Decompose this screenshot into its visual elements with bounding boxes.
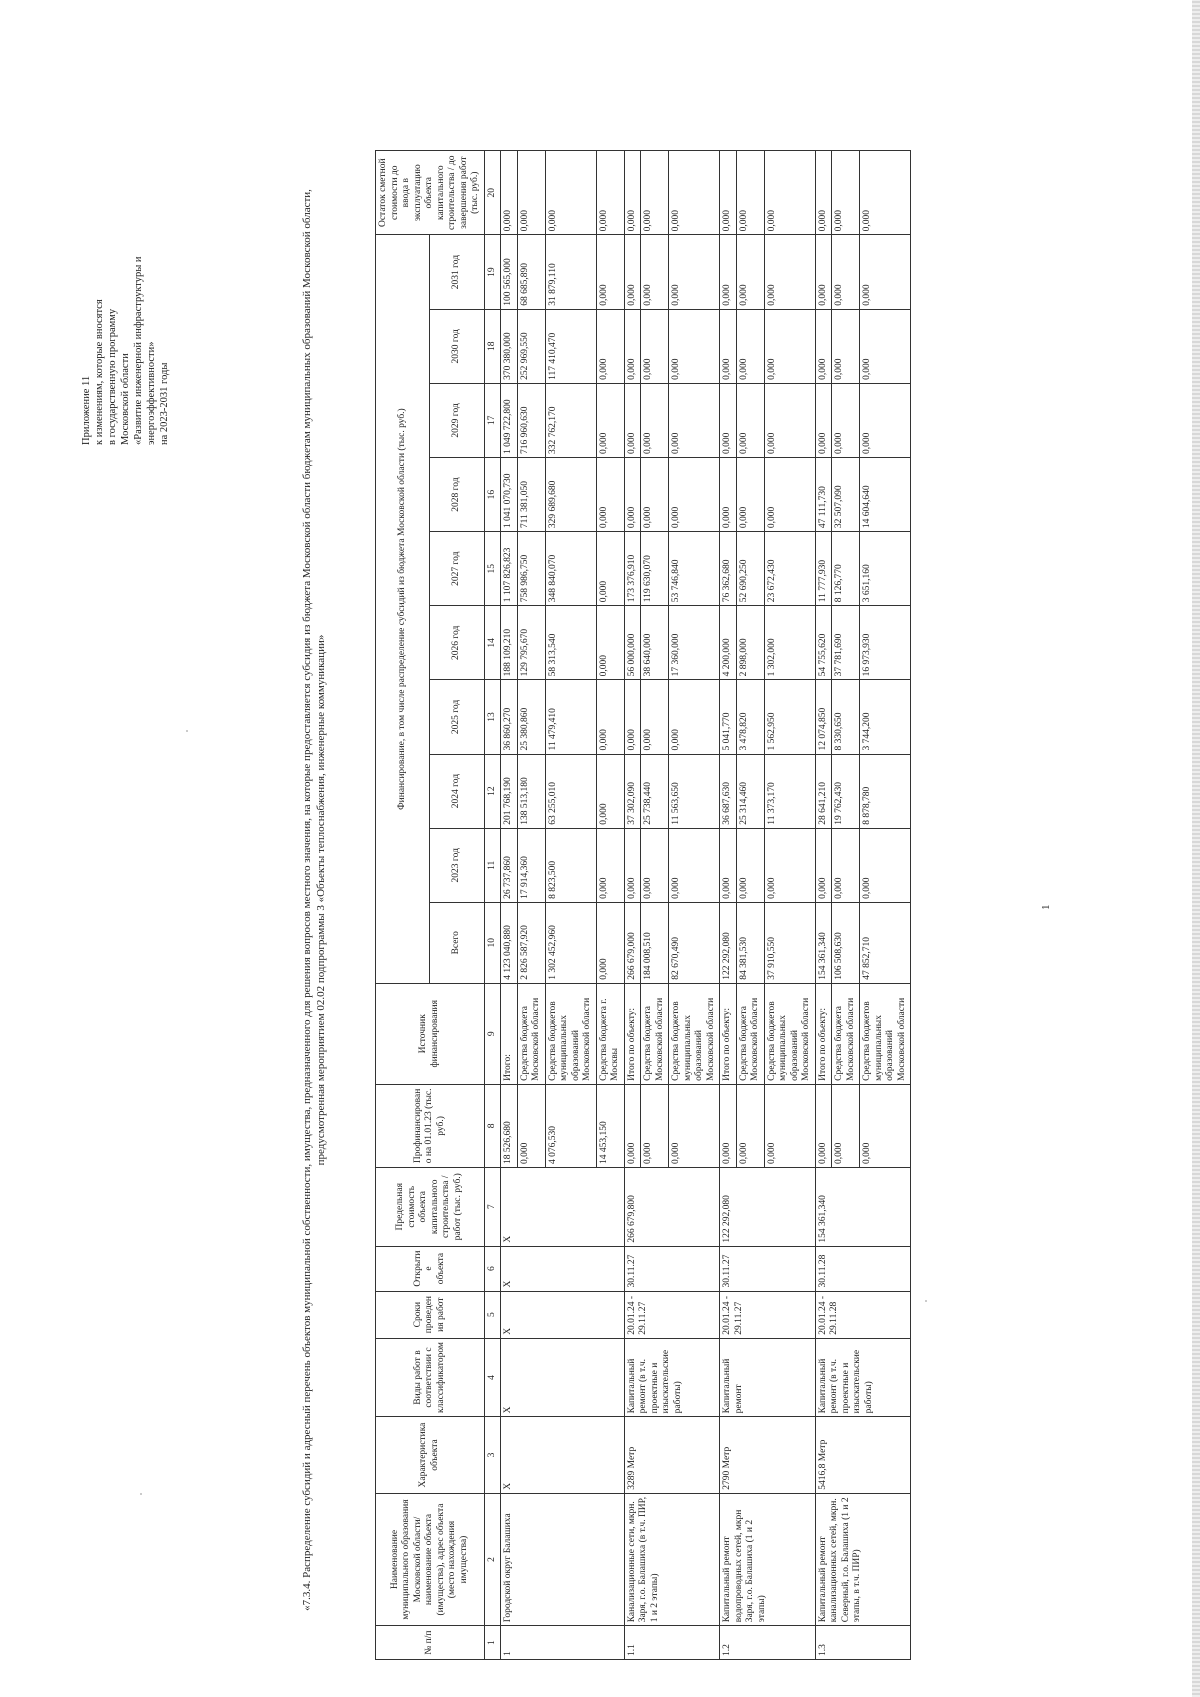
year-value: 8 126,770 [832,532,860,606]
year-value: 25 738,440 [641,754,669,828]
appendix-line: к изменениям, которые вносятся [94,299,105,445]
financed-value: 0,000 [720,1084,737,1167]
year-value: 0,000 [596,828,624,902]
financed-value: 18 526,680 [501,1084,518,1167]
year-value: 1 049 722,800 [501,383,518,457]
total-value: 84 381,530 [736,902,764,983]
object-limit-cost: X [501,1167,625,1246]
year-value: 0,000 [596,235,624,309]
year-value: 0,000 [669,309,720,383]
remaining-cost-value: 0,000 [764,151,815,235]
total-value: 122 292,080 [720,902,737,983]
column-index: 15 [484,532,501,606]
total-value: 37 910,550 [764,902,815,983]
funding-source: Средства бюджета г. Москвы [596,983,624,1084]
year-value: 0,000 [596,532,624,606]
financed-value: 4 076,530 [545,1084,596,1167]
object-limit-cost: 154 361,340 [815,1167,911,1246]
funding-source: Средства бюджетов муниципальных образований Московской области [764,983,815,1084]
year-value: 0,000 [720,828,737,902]
year-value: 0,000 [720,383,737,457]
year-value: 32 507,090 [832,457,860,531]
year-value: 37 302,090 [624,754,641,828]
column-index: 3 [484,1417,501,1493]
column-index: 17 [484,383,501,457]
appendix-line: на 2023-2031 годы [159,362,170,445]
year-value: 252 969,550 [517,309,545,383]
year-value: 0,000 [764,235,815,309]
year-value: 16 973,930 [860,606,911,680]
year-value: 14 604,640 [860,457,911,531]
header-financing: Финансирование, в том числе распределение субсидий из бюджета Московской области (тыс. руб.) [376,235,430,983]
year-value: 12 074,850 [815,680,832,754]
funding-source: Средства бюджета Московской области [832,983,860,1084]
year-value: 3 478,820 [736,680,764,754]
year-value: 0,000 [641,309,669,383]
table-row [720,151,737,1660]
year-value: 23 672,430 [764,532,815,606]
year-value: 0,000 [832,828,860,902]
object-characteristic: X [501,1417,625,1493]
object-limit-cost: 122 292,080 [720,1167,816,1246]
year-value: 0,000 [832,309,860,383]
year-value: 3 744,200 [860,680,911,754]
object-terms: 20.01.24 - 29.11.27 [720,1291,816,1338]
remaining-cost-value: 0,000 [669,151,720,235]
header-total: Всего [430,902,484,983]
column-index: 10 [484,902,501,983]
header-remaining-cost: Остаток сметной стоимости до ввода в эксплуатацию объекта капитального строительства / до завершения работ (тыс. руб.) [376,151,485,235]
year-value: 19 762,430 [832,754,860,828]
year-value: 0,000 [641,680,669,754]
year-value: 0,000 [669,383,720,457]
header-limit-cost: Предельная стоимость объекта капитального строительства / работ (тыс. руб.) [376,1167,485,1246]
total-value: 1 302 452,960 [545,902,596,983]
year-value: 0,000 [624,235,641,309]
year-value: 711 381,050 [517,457,545,531]
year-value: 0,000 [669,680,720,754]
object-opening: 30.11.27 [624,1246,720,1291]
remaining-cost-value: 0,000 [596,151,624,235]
table-caption: «7.3.4. Распределение субсидий и адресный перечень объектов муниципальной собственности, имущества, предназначенного для решения вопросов местного значения, на которые предоставляется субсидия из бюджета Московской области бюджетам муниципальных образований Московской области, предусмотренная мероприятием 02.02 подпрограммы 3 «Объекты теплоснабжения, инженерные коммуникации» [301,189,327,1611]
year-value: 38 640,000 [641,606,669,680]
year-value: 129 795,670 [517,606,545,680]
financed-value: 0,000 [624,1084,641,1167]
header-year: 2025 год [430,680,484,754]
year-value: 63 255,010 [545,754,596,828]
year-value: 1 107 826,823 [501,532,518,606]
year-value: 36 860,270 [501,680,518,754]
year-value: 47 111,730 [815,457,832,531]
total-value: 4 123 040,880 [501,902,518,983]
subsidy-table [375,150,911,1660]
year-value: 100 565,000 [501,235,518,309]
year-value: 52 690,250 [736,532,764,606]
total-value: 82 670,490 [669,902,720,983]
year-value: 0,000 [641,828,669,902]
object-number: 1 [501,1626,625,1660]
remaining-cost-value: 0,000 [832,151,860,235]
total-value: 184 008,510 [641,902,669,983]
year-value: 1 302,000 [764,606,815,680]
year-value: 3 651,160 [860,532,911,606]
funding-source: Итого по объекту: [815,983,832,1084]
year-value: 68 685,890 [517,235,545,309]
appendix-line: энергоэффективности» [146,341,157,445]
header-year: 2029 год [430,383,484,457]
year-value: 0,000 [815,828,832,902]
year-value: 5 041,770 [720,680,737,754]
year-value: 17 360,000 [669,606,720,680]
year-value: 17 914,360 [517,828,545,902]
object-characteristic: 2790 Метр [720,1417,816,1493]
year-value: 58 313,540 [545,606,596,680]
header-year: 2030 год [430,309,484,383]
year-value: 25 314,460 [736,754,764,828]
financed-value: 0,000 [641,1084,669,1167]
object-terms: X [501,1291,625,1338]
year-value: 119 630,070 [641,532,669,606]
year-value: 76 362,680 [720,532,737,606]
funding-source: Средства бюджета Московской области [517,983,545,1084]
year-value: 0,000 [860,309,911,383]
year-value: 0,000 [669,828,720,902]
header-object-name: Наименование муниципального образования Московской области/наименование объекта (имущества), адрес объекта (место нахождения имущества) [376,1493,485,1626]
year-value: 0,000 [736,309,764,383]
year-value: 11 373,170 [764,754,815,828]
object-opening: 30.11.27 [720,1246,816,1291]
column-index: 11 [484,828,501,902]
year-value: 25 380,860 [517,680,545,754]
year-value: 11 777,930 [815,532,832,606]
appendix-header [80,145,171,445]
year-value: 4 200,000 [720,606,737,680]
year-value: 201 768,190 [501,754,518,828]
financed-value: 0,000 [669,1084,720,1167]
column-index: 16 [484,457,501,531]
header-number: № п/п [376,1626,485,1660]
funding-source: Средства бюджета Московской области [736,983,764,1084]
object-work-type: Капитальный ремонт [720,1338,816,1417]
remaining-cost-value: 0,000 [517,151,545,235]
object-opening: 30.11.28 [815,1246,911,1291]
funding-source: Итого по объекту: [720,983,737,1084]
year-value: 348 840,070 [545,532,596,606]
remaining-cost-value: 0,000 [720,151,737,235]
column-index: 7 [484,1167,501,1246]
column-index: 9 [484,983,501,1084]
remaining-cost-value: 0,000 [624,151,641,235]
year-value: 31 879,110 [545,235,596,309]
remaining-cost-value: 0,000 [501,151,518,235]
column-index: 14 [484,606,501,680]
year-value: 0,000 [720,235,737,309]
column-index: 18 [484,309,501,383]
object-terms: 20.01.24 - 29.11.28 [815,1291,911,1338]
year-value: 0,000 [860,235,911,309]
remaining-cost-value: 0,000 [641,151,669,235]
object-number: 1.1 [624,1626,720,1660]
remaining-cost-value: 0,000 [815,151,832,235]
column-index: 4 [484,1338,501,1417]
year-value: 0,000 [736,828,764,902]
year-value: 0,000 [832,235,860,309]
year-value: 0,000 [736,457,764,531]
header-year: 2027 год [430,532,484,606]
page-number: 1 [1040,904,1052,910]
year-value: 11 479,410 [545,680,596,754]
financed-value: 0,000 [860,1084,911,1167]
remaining-cost-value: 0,000 [736,151,764,235]
year-value: 173 376,910 [624,532,641,606]
year-value: 0,000 [860,828,911,902]
object-name: Городской округ Балашиха [501,1493,625,1626]
year-value: 0,000 [720,309,737,383]
header-year: 2028 год [430,457,484,531]
financed-value: 0,000 [832,1084,860,1167]
year-value: 0,000 [596,754,624,828]
year-value: 332 762,170 [545,383,596,457]
remaining-cost-value: 0,000 [545,151,596,235]
column-index: 13 [484,680,501,754]
year-value: 0,000 [669,235,720,309]
table-row [501,151,518,1660]
remaining-cost-value: 0,000 [860,151,911,235]
funding-source: Итого по объекту: [624,983,641,1084]
year-value: 0,000 [641,235,669,309]
year-value: 53 746,840 [669,532,720,606]
year-value: 0,000 [764,828,815,902]
header-year: 2024 год [430,754,484,828]
year-value: 0,000 [736,235,764,309]
year-value: 0,000 [764,309,815,383]
object-name: Канализационные сети, мкрн. Заря, г.о. Балашиха (в т.ч. ПИР, 1 и 2 этапы) [624,1493,720,1626]
column-index: 8 [484,1084,501,1167]
financed-value: 0,000 [517,1084,545,1167]
year-value: 0,000 [736,383,764,457]
object-name: Капитальный ремонт водопроводных сетей, мкрн Заря, г.о. Балашиха (1 и 2 этапы) [720,1493,816,1626]
column-index: 19 [484,235,501,309]
object-work-type: Капитальный ремонт (в т.ч. проектные и изыскательские работы) [624,1338,720,1417]
year-value: 0,000 [624,680,641,754]
header-year: 2026 год [430,606,484,680]
year-value: 0,000 [860,383,911,457]
year-value: 26 737,860 [501,828,518,902]
header-source: Источник финансирования [376,983,485,1084]
appendix-line: «Развитие инженерной инфраструктуры и [133,256,144,445]
column-index: 6 [484,1246,501,1291]
year-value: 0,000 [641,383,669,457]
header-work-types: Виды работ в соответствии с классификатором [376,1338,485,1417]
year-value: 1 041 070,730 [501,457,518,531]
year-value: 758 986,750 [517,532,545,606]
funding-source: Средства бюджетов муниципальных образований Московской области [860,983,911,1084]
column-index: 2 [484,1493,501,1626]
financed-value: 0,000 [764,1084,815,1167]
year-value: 28 641,210 [815,754,832,828]
header-terms: Сроки проведения работ [376,1291,485,1338]
header-financed: Профинансировано на 01.01.23 (тыс. руб.) [376,1084,485,1167]
column-index: 12 [484,754,501,828]
header-characteristic: Характеристика объекта [376,1417,485,1493]
year-value: 0,000 [624,309,641,383]
total-value: 266 679,000 [624,902,641,983]
object-name: Капитальный ремонт канализационных сетей, мкрн. Северный, г.о. Балашиха (1 и 2 этапы, в т.ч. ПИР) [815,1493,911,1626]
header-year: 2031 год [430,235,484,309]
column-index-row [484,151,501,1660]
year-value: 0,000 [596,383,624,457]
year-value: 56 000,000 [624,606,641,680]
total-value: 47 852,710 [860,902,911,983]
year-value: 0,000 [596,606,624,680]
year-value: 0,000 [815,383,832,457]
funding-source: Средства бюджетов муниципальных образований Московской области [545,983,596,1084]
year-value: 716 960,630 [517,383,545,457]
year-value: 11 563,650 [669,754,720,828]
total-value: 2 826 587,920 [517,902,545,983]
year-value: 0,000 [641,457,669,531]
year-value: 54 755,620 [815,606,832,680]
funding-source: Итого: [501,983,518,1084]
year-value: 0,000 [624,828,641,902]
year-value: 329 689,680 [545,457,596,531]
object-number: 1.3 [815,1626,911,1660]
year-value: 138 513,180 [517,754,545,828]
year-value: 36 687,630 [720,754,737,828]
object-terms: 20.01.24 - 29.11.27 [624,1291,720,1338]
year-value: 0,000 [720,457,737,531]
financed-value: 0,000 [736,1084,764,1167]
year-value: 0,000 [596,309,624,383]
year-value: 0,000 [832,383,860,457]
table-row [815,151,832,1660]
financed-value: 14 453,150 [596,1084,624,1167]
financed-value: 0,000 [815,1084,832,1167]
year-value: 8 330,650 [832,680,860,754]
object-characteristic: 3289 Метр [624,1417,720,1493]
year-value: 37 781,690 [832,606,860,680]
year-value: 0,000 [624,457,641,531]
year-value: 0,000 [669,457,720,531]
header-opening: Открытие объекта [376,1246,485,1291]
year-value: 0,000 [624,383,641,457]
object-number: 1.2 [720,1626,816,1660]
table-body [484,151,911,1660]
year-value: 0,000 [815,309,832,383]
year-value: 0,000 [596,457,624,531]
column-index: 5 [484,1291,501,1338]
object-characteristic: 5416,8 Метр [815,1417,911,1493]
year-value: 1 562,950 [764,680,815,754]
total-value: 106 508,630 [832,902,860,983]
object-work-type: X [501,1338,625,1417]
year-value: 0,000 [815,235,832,309]
rotated-document-page [20,110,1070,1690]
year-value: 2 898,000 [736,606,764,680]
column-index: 1 [484,1626,501,1660]
year-value: 188 109,210 [501,606,518,680]
year-value: 0,000 [764,457,815,531]
table-row [624,151,641,1660]
year-value: 0,000 [764,383,815,457]
year-value: 117 410,470 [545,309,596,383]
object-limit-cost: 266 679,800 [624,1167,720,1246]
appendix-line: в государственную программу [107,308,118,445]
header-year: 2023 год [430,828,484,902]
year-value: 0,000 [596,680,624,754]
year-value: 8 823,500 [545,828,596,902]
total-value: 154 361,340 [815,902,832,983]
year-value: 370 380,000 [501,309,518,383]
object-opening: X [501,1246,625,1291]
scan-edge [1192,0,1200,1697]
object-work-type: Капитальный ремонт (в т.ч. проектные и изыскательские работы) [815,1338,911,1417]
year-value: 8 878,780 [860,754,911,828]
appendix-line: Московской области [120,353,131,445]
appendix-line: Приложение 11 [81,375,92,445]
column-index: 20 [484,151,501,235]
funding-source: Средства бюджета Московской области [641,983,669,1084]
funding-source: Средства бюджетов муниципальных образований Московской области [669,983,720,1084]
total-value: 0,000 [596,902,624,983]
